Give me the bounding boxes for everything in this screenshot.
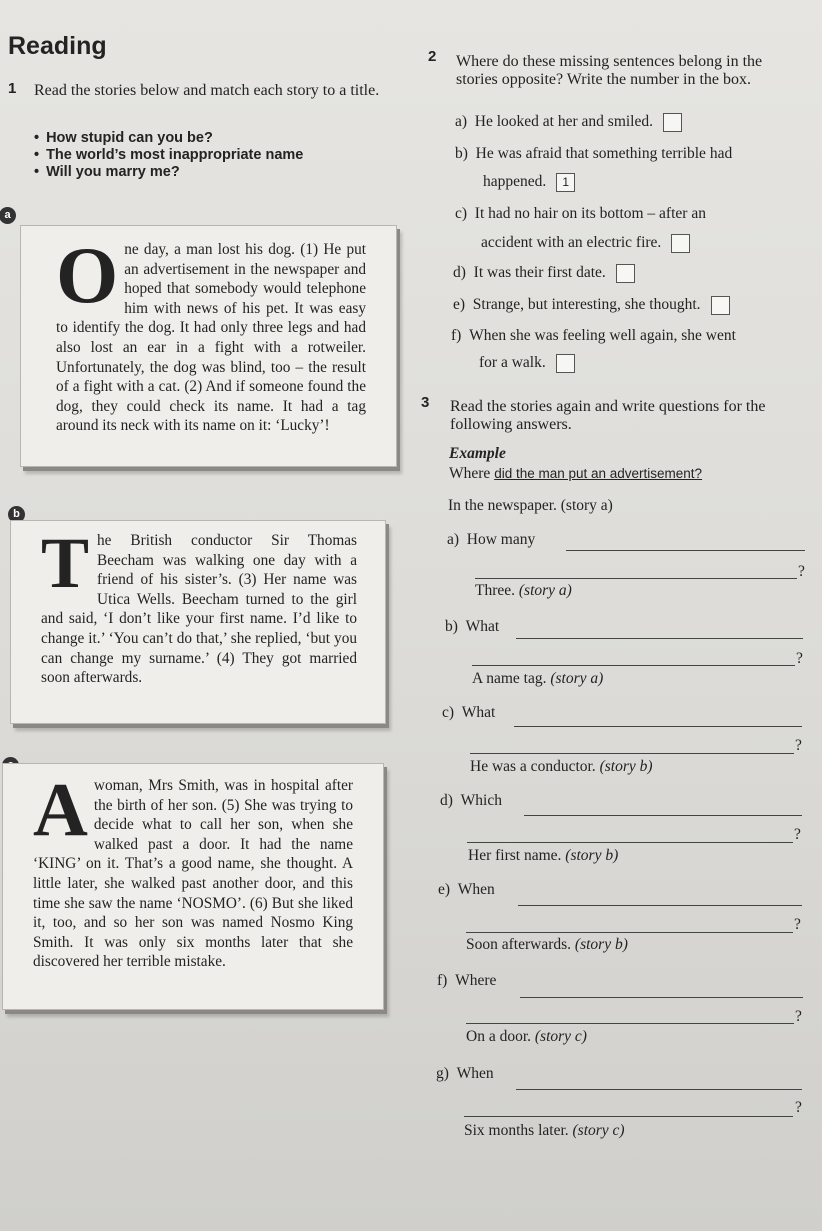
question-mark: ? [794, 826, 801, 843]
item-letter: e) [453, 296, 466, 314]
question-word: What [461, 704, 496, 721]
item-text: for a walk. [479, 354, 546, 372]
story-ref: (story b) [574, 936, 628, 953]
example-question-word: Where [449, 465, 491, 482]
item-letter: d) [453, 264, 466, 282]
item-letter: a) [455, 113, 468, 131]
question-mark: ? [798, 563, 805, 580]
ex2-item-b-cont [483, 173, 575, 192]
question-mark: ? [794, 916, 801, 933]
exercise-1-instruction: Read the stories below and match each story to a title. [34, 82, 380, 99]
exercise-3-instruction: Read the stories again and write questions for the following answers. [450, 398, 766, 433]
ex2-item-d [453, 264, 635, 283]
ex2-item-e [453, 296, 730, 315]
story-title-list [34, 130, 303, 181]
item-letter: f) [451, 327, 462, 344]
question-mark: ? [795, 737, 802, 754]
answer-text: Her first name. [468, 847, 562, 864]
item-letter: g) [436, 1065, 449, 1082]
story-title-item: • How stupid can you be? [34, 130, 303, 147]
story-ref: (story a) [518, 582, 572, 599]
story-title-item: • Will you marry me? [34, 164, 303, 181]
question-mark: ? [795, 1008, 802, 1025]
story-a-badge: a [0, 207, 16, 224]
item-text: He was afraid that something terrible had [475, 145, 733, 162]
story-c-dropcap: A [33, 768, 88, 852]
question-mark: ? [795, 1099, 802, 1116]
item-text: It had no hair on its bottom – after an [474, 205, 706, 222]
example-label: Example [449, 445, 506, 462]
ex3-question-f [437, 972, 496, 990]
answer-box[interactable] [556, 354, 575, 373]
ex2-item-f-cont [479, 354, 575, 373]
story-b-box [10, 520, 386, 724]
item-text: accident with an electric fire. [481, 234, 662, 252]
exercise-3-number: 3 [421, 394, 430, 411]
answer-box[interactable] [711, 296, 730, 315]
item-text: Strange, but interesting, she thought. [472, 296, 701, 314]
item-text: It was their first date. [473, 264, 606, 282]
answer-line[interactable] [514, 726, 802, 727]
story-ref: (story c) [572, 1122, 625, 1139]
story-ref: (story c) [534, 1028, 587, 1045]
ex3-answer-d [468, 847, 618, 865]
ex3-answer-e [466, 936, 628, 954]
answer-line[interactable] [475, 578, 797, 579]
story-b-text: he British conductor Sir Thomas Beecham was walking one day with a friend of his sister’s. (3) Her name was Utica Wells. Beecham turned to the girl and said, ‘I don’t like your first name. I’d like to change it.’ ‘You can’t do that,’ she replied, ‘but you can change my surname.’ (4) They got married soon afterwards. [41, 532, 357, 687]
question-mark: ? [796, 650, 803, 667]
ex3-answer-g [464, 1122, 625, 1140]
item-letter: c) [455, 205, 468, 222]
exercise-2-number: 2 [428, 48, 437, 65]
story-ref: (story a) [550, 670, 604, 687]
ex3-question-g [436, 1065, 494, 1083]
item-letter: a) [447, 531, 460, 548]
answer-text: Six months later. [464, 1122, 569, 1139]
answer-text: On a door. [466, 1028, 532, 1045]
story-c-box [2, 763, 384, 1010]
ex2-item-b [455, 145, 732, 163]
ex3-answer-b [472, 670, 603, 688]
answer-line[interactable] [524, 815, 802, 816]
answer-line[interactable] [518, 905, 802, 906]
item-text: happened. [483, 173, 547, 191]
answer-line[interactable] [467, 842, 793, 843]
answer-line[interactable] [520, 997, 803, 998]
ex3-answer-c [470, 758, 653, 776]
item-letter: c) [442, 704, 455, 721]
page-title: Reading [8, 32, 107, 60]
answer-line[interactable] [472, 665, 795, 666]
answer-line[interactable] [470, 753, 794, 754]
ex2-item-c [455, 205, 706, 223]
story-c-text: woman, Mrs Smith, was in hospital after the birth of her son. (5) She was trying to decide what to call her son, when she walked past a door. It had the name ‘KING’ on it. That’s a good name, she thought. A little later, she walked past another door, and this time she saw the name ‘NOSMO’. (6) But she liked it, too, and so her son was named Nosmo King Smith. It was only six months later that she discovered her terrible mistake. [33, 777, 353, 971]
example-question [449, 465, 702, 483]
story-b-badge: b [8, 506, 25, 523]
exercise-2-instruction: Where do these missing sentences belong in the stories opposite? Write the number in the box. [456, 53, 763, 88]
story-ref: (story b) [599, 758, 653, 775]
ex3-question-e [438, 881, 495, 899]
item-text: He looked at her and smiled. [474, 113, 653, 131]
item-text: When she was feeling well again, she went [469, 327, 736, 344]
answer-line[interactable] [516, 1089, 802, 1090]
ex2-item-c-cont [481, 234, 690, 253]
question-word: When [457, 881, 495, 898]
question-word: What [465, 618, 500, 635]
story-a-box [20, 225, 397, 467]
story-a-text: ne day, a man lost his dog. (1) He put an advertisement in the newspaper and hoped that somebody would telephone him with news of his pet. It was easy to identify the dog. It had only three legs and had also lost an ear in a fight with a rotweiler. Unfortunately, the dog was blind, too – the result of a fight with a cat. (2) And if someone found the dog, they could check its name. It had a tag around its neck with its name on it: ‘Lucky’! [56, 241, 366, 435]
story-ref: (story b) [565, 847, 619, 864]
answer-text: Soon afterwards. [466, 936, 572, 953]
item-letter: b) [445, 618, 458, 635]
answer-box[interactable]: 1 [556, 173, 575, 192]
ex3-answer-a [475, 582, 572, 600]
answer-line[interactable] [466, 1023, 794, 1024]
ex3-question-b [445, 618, 499, 636]
question-word: Which [460, 792, 502, 809]
question-word: When [456, 1065, 494, 1082]
answer-line[interactable] [466, 932, 793, 933]
answer-text: He was a conductor. [470, 758, 596, 775]
question-word: How many [466, 531, 536, 548]
example-answer: In the newspaper. (story a) [448, 497, 613, 514]
ex2-item-f [451, 327, 736, 345]
item-letter: f) [437, 972, 448, 989]
ex3-question-d [440, 792, 502, 810]
answer-box[interactable] [663, 113, 682, 132]
ex3-answer-f [466, 1028, 587, 1046]
question-word: Where [455, 972, 497, 989]
answer-box[interactable] [671, 234, 690, 253]
answer-text: Three. [475, 582, 516, 599]
item-letter: b) [455, 145, 468, 162]
story-title-item: • The world’s most inappropriate name [34, 147, 303, 164]
story-b-dropcap: T [41, 523, 90, 603]
answer-text: A name tag. [472, 670, 547, 687]
answer-line[interactable] [566, 550, 805, 551]
ex3-question-c [442, 704, 495, 722]
example-handwritten-answer: did the man put an advertisement? [494, 466, 703, 481]
item-letter: d) [440, 792, 453, 809]
answer-box[interactable] [616, 264, 635, 283]
exercise-1-number: 1 [8, 80, 17, 97]
item-letter: e) [438, 881, 451, 898]
answer-line[interactable] [516, 638, 803, 639]
answer-line[interactable] [464, 1116, 793, 1117]
ex2-item-a [455, 113, 682, 132]
story-a-dropcap: O [56, 232, 119, 320]
ex3-question-a [447, 531, 535, 549]
